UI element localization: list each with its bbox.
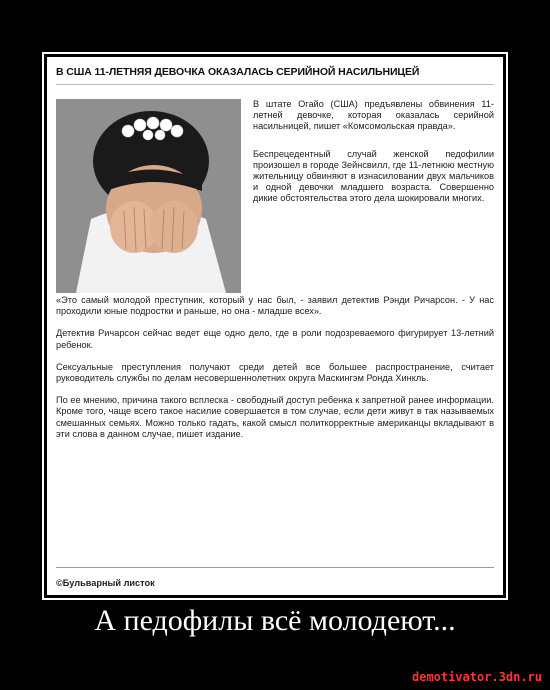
article-paragraph: В штате Огайо (США) предъявлены обвинения 11-летней девочке, которая оказалась серийной насильницей, пишет «Комсомольская правда». [253,99,494,132]
site-watermark: demotivator.3dn.ru [411,670,542,684]
article-card [47,57,503,595]
article-paragraph: По ее мнению, причина такого всплеска - свободный доступ ребенка к запретной ранее информации. Кроме того, чаще всего такое насилие совершается в том случае, если дети живут в так называемых смешанных семьях. Можно только гадать, какой смысл политкорректные американцы вкладывают в эти слова в данном случае, пишет издание. [56,395,494,439]
article-paragraph: Детектив Ричарсон сейчас ведет еще одно дело, где в роли подозреваемого фигурирует 13-летний ребенок. [56,328,494,350]
girl-photo [56,99,241,293]
article-paragraph: «Это самый молодой преступник, который у нас был, - заявил детектив Рэнди Ричарсон. - У нас проходили юные подростки и раньше, но она - младше всех». [56,295,494,317]
article-paragraph: Беспрецедентный случай женской педофилии произошел в городе Зейнсвилл, где 11-летнюю местную жительницу обвиняют в изнасиловании двух мальчиков и одной девочки младшего возраста. Совершенно дикие обстоятельства этого дела шокировали многих. [253,148,494,204]
crying-girl-image [56,99,241,293]
poster-caption: А педофилы всё молодеют... [94,604,456,637]
article-source: ©Бульварный листок [56,567,494,588]
article-headline: В США 11-ЛЕТНЯЯ ДЕВОЧКА ОКАЗАЛАСЬ СЕРИЙНОЙ НАСИЛЬНИЦЕЙ [56,65,494,85]
article-paragraph: Сексуальные преступления получают среди детей все большее распространение, считает руководитель службы по делам несовершеннолетних округа Маскингэм Ронда Хинкль. [56,361,494,384]
